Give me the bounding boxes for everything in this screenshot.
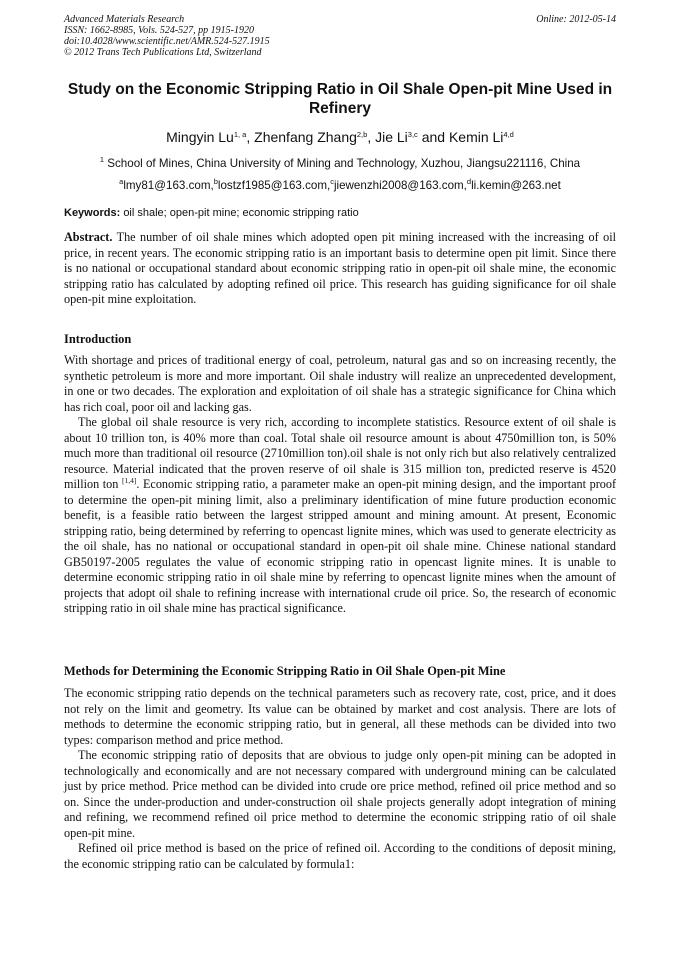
introduction-body [64,353,616,617]
intro-paragraph-part: The global oil shale resource is very rich, according to incomplete statistics. Resource extent of oil shale is about 10 trillion ton, is 40% more than coal. Total shale oil resource amount is about 4750million ton, is 50% much more than traditional oil resource (2710million ton).oil shale is not only rich but also relatively centralized resource. Material indicated that the proven reserve of oil shale is 315 million ton, predicted reserve is 4520 million ton [64,415,616,491]
paper-title: Study on the Economic Stripping Ratio in Oil Shale Open-pit Mine Used in Refinery [67,81,613,117]
author-name: Kemin Li [448,129,504,145]
author-separator: , [367,129,376,145]
keywords [64,206,616,221]
author-affil-mark: 1, a [233,130,247,139]
email-address: lostzf1985@163.com, [217,179,331,192]
author-name: Zhenfang Zhang [254,129,357,145]
methods-body [64,686,616,872]
email-address: jiewenzhi2008@163.com, [333,179,467,192]
author-name: Mingyin Lu [166,129,234,145]
intro-paragraph: With shortage and prices of traditional energy of coal, petroleum, natural gas and so on increasing recently, the synthetic petroleum is more and more important. Oil shale industry will realize an unprecedented development, in one or two decades. The exploration and exploitation of oil shale has a strategic significance for China which has rich coal, poor oil and lacking gas. [64,353,616,414]
doi-line: doi:10.4028/www.scientific.net/AMR.524-527.1915 [64,36,270,47]
author-affil-mark: 3,c [407,130,418,139]
email-mark: b [213,177,218,186]
email-mark: c [330,177,334,186]
copyright-line: © 2012 Trans Tech Publications Ltd, Switzerland [64,47,262,58]
intro-paragraph-part: . Economic stripping ratio, a parameter make an open-pit mining design, and the important proof to determine the open-pit mining limit, also a preliminary identification of mine future production economic benefit, is a feasible ratio between the largest stripped amount and mining amount. At present, Economic stripping ratio, being determined by referring to opencast lignite mines, which was used to generate electricity as the oil shale, has no national or occupational standard in open-pit oil shale mine. Chinese national standard GB50197-2005 regulates the value of economic stripping ratio in opencast lignite mines. It is unable to determine economic stripping ratio in oil shale mine by referring to opencast lignite mines when the amount of projects that adopt oil shale to refining increase with international crude oil price. So, the research of economic stripping ratio in oil shale mine has practical significance. [64,477,616,615]
citation: [1,4] [121,476,137,485]
author-name: Jie Li [375,129,408,145]
section-heading-introduction: Introduction [64,332,132,346]
email-mark: d [466,177,472,186]
abstract-label: Abstract. [64,230,113,244]
keywords-text: oil shale; open-pit mine; economic stripping ratio [123,207,359,219]
methods-paragraph: The economic stripping ratio depends on the technical parameters such as recovery rate, cost, price, and it does not rely on the limit and geometry. Its value can be obtained by market and cost analysis. There are lots of methods to determine the economic stripping ratio, but in general, all these methods can be divided into two types: comparison method and price method. [64,686,616,747]
email-mark: a [119,177,124,186]
affiliation-text: School of Mines, China University of Mining and Technology, Xuzhou, Jiangsu221116, China [107,157,581,170]
email-address: li.kemin@263.net [471,179,561,192]
author-separator: and [417,129,449,145]
email-list [64,178,616,193]
intro-paragraph [64,415,616,617]
author-affil-mark: 2,b [356,130,368,139]
keywords-label: Keywords: [64,207,121,219]
methods-paragraph: Refined oil price method is based on the price of refined oil. According to the conditions of deposit mining, the economic stripping ratio can be calculated by formula1: [64,841,616,871]
affiliation-mark: 1 [99,155,105,164]
abstract-text: The number of oil shale mines which adopted open pit mining increased with the increasing of oil price, in recent years. The economic stripping ratio is an important basis to determine open pit limit. Since there is no national or occupational standard about economic stripping ratio in open-pit oil shale mine, the economic stripping ratio has calculated by adopting refined oil price. This research has guiding significance for oil shale open-pit mine exploitation. [64,230,616,306]
author-separator: , [246,129,255,145]
affiliation [64,156,616,171]
journal-header [64,14,616,58]
email-address: lmy81@163.com, [123,179,214,192]
journal-name: Advanced Materials Research [64,14,185,25]
methods-paragraph: The economic stripping ratio of deposits that are obvious to judge only open-pit mining can be adopted in technologically and economically and are not necessary compared with underground mining can be calculated just by price method. Price method can be divided into crude ore price method, refined oil price method and so on. Since the under-production and under-construction oil shale projects generally adopt integration of mining and refining, we recommend refined oil price method to determine the economic stripping ratio of oil shale open-pit mine. [64,748,616,840]
issn-line: ISSN: 1662-8985, Vols. 524-527, pp 1915-1920 [64,25,254,36]
online-date: Online: 2012-05-14 [536,14,616,25]
section-heading-methods: Methods for Determining the Economic Stripping Ratio in Oil Shale Open-pit Mine [64,664,506,678]
abstract [64,230,616,308]
author-affil-mark: 4,d [503,130,514,139]
author-list [64,128,616,146]
